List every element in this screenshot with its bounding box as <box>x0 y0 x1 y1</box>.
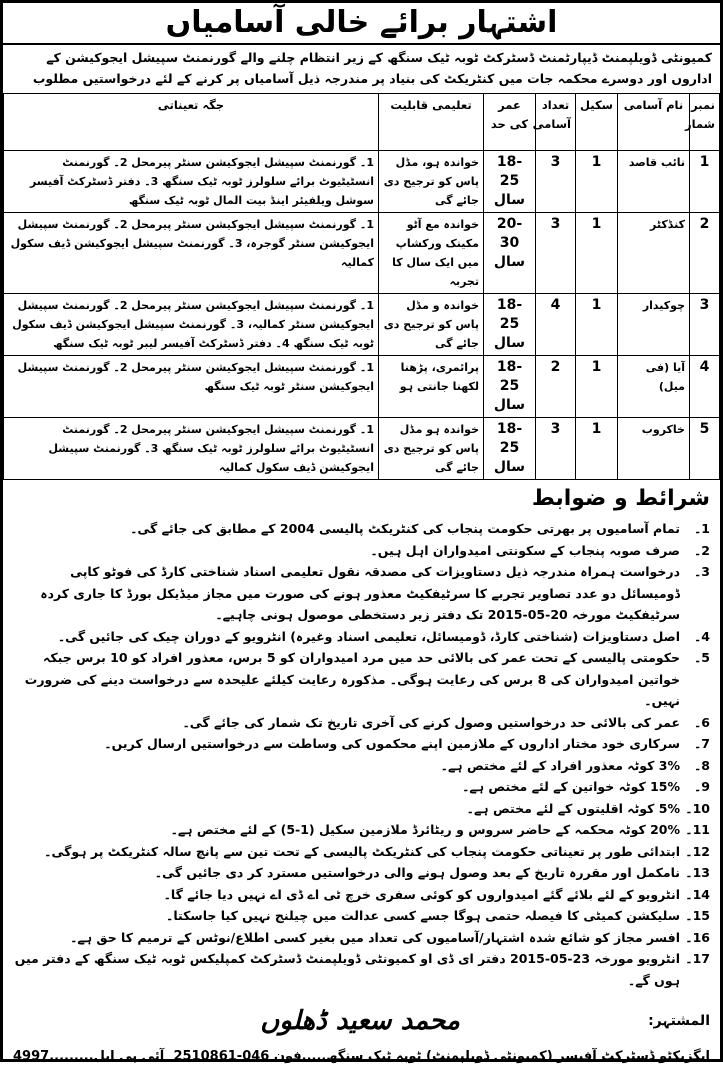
term-item <box>13 884 710 906</box>
term-item <box>13 626 710 648</box>
cell-post-name: کنڈکٹر <box>618 213 690 294</box>
term-number: 12۔ <box>685 843 710 859</box>
cell-serial: 5 <box>690 418 720 480</box>
cell-post-name: چوکیدار <box>618 294 690 356</box>
cell-count: 3 <box>536 213 576 294</box>
term-text: 5% کوٹہ اقلیتوں کے لئے مختص ہے۔ <box>466 800 680 816</box>
cell-scale: 1 <box>576 356 618 418</box>
term-number: 4۔ <box>693 628 710 644</box>
term-text: ابتدائی طور پر تعیناتی حکومت پنجاب کی کنٹریکٹ پالیسی کے تحت تین سے پانچ سالہ کنٹریکٹ پر ہوگی۔ <box>44 843 680 859</box>
table-header-row <box>4 94 720 151</box>
table-row <box>4 294 720 356</box>
term-item <box>13 561 710 626</box>
term-text: 3% کوٹہ معذور افراد کے لئے مختص ہے۔ <box>440 757 680 773</box>
cell-scale: 1 <box>576 151 618 213</box>
cell-qualification: خواندہ و مڈل پاس کو ترجیح دی جائے گی <box>379 294 484 356</box>
ad-title: اشتہار برائے خالی آسامیاں <box>3 3 720 45</box>
term-item <box>13 647 710 712</box>
cell-qualification: پرائمری، پڑھنا لکھنا جانتی ہو <box>379 356 484 418</box>
cell-age: 18-25 سال <box>484 356 536 418</box>
cell-scale: 1 <box>576 213 618 294</box>
term-number: 9۔ <box>693 779 710 794</box>
cell-posting: 1۔ گورنمنٹ سپیشل ایجوکیشن سنٹر پیرمحل 2۔ گورنمنٹ انسٹیٹیوٹ برائے سلولرز ٹوبہ ٹیک سنگھ 3۔ گورنمنٹ سپیشل ایجوکیشن ڈیف سکول کمالیہ <box>4 418 379 480</box>
header-post-name: نام آسامی <box>618 94 690 151</box>
table-row <box>4 213 720 294</box>
ipl-number: آئی پی ایل.........4997 <box>13 1049 165 1064</box>
term-item <box>13 862 710 884</box>
cell-serial: 4 <box>690 356 720 418</box>
advertiser-label: المشتہر: <box>648 1013 710 1029</box>
cell-count: 2 <box>536 356 576 418</box>
term-text: اصل دستاویزات (شناختی کارڈ، ڈومیسائل، تعلیمی اسناد وغیرہ) انٹرویو کے دوران چیک کی جائیں گی۔ <box>57 628 680 644</box>
term-number: 16۔ <box>685 929 710 945</box>
cell-age: 20-30 سال <box>484 213 536 294</box>
cell-serial: 2 <box>690 213 720 294</box>
term-item <box>13 733 710 755</box>
cell-age: 18-25 سال <box>484 151 536 213</box>
term-number: 14۔ <box>685 886 710 902</box>
cell-age: 18-25 سال <box>484 418 536 480</box>
cell-count: 3 <box>536 151 576 213</box>
cell-qualification: خواندہ ہو مڈل پاس کو ترجیح دی جائے گی <box>379 418 484 480</box>
term-text: صرف صوبہ پنجاب کے سکونتی امیدواران اہل ہیں۔ <box>370 542 680 558</box>
header-count: تعداد آسامی <box>536 94 576 151</box>
term-text: سرکاری خود مختار اداروں کے ملازمین اپنے محکموں کی وساطت سے درخواستیں ارسال کریں۔ <box>104 736 680 751</box>
cell-scale: 1 <box>576 294 618 356</box>
term-number: 3۔ <box>693 564 710 579</box>
cell-posting: 1۔ گورنمنٹ سپیشل ایجوکیشن سنٹر پیرمحل 2۔ گورنمنٹ سپیشل ایجوکیشن سنٹر کمالیہ، 3۔ گورنمنٹ سپیشل ایجوکیشن ڈیف سکول ٹوبہ ٹیک سنگھ 4۔ دفتر ڈسٹرکٹ آفیسر لیبر ٹوبہ ٹیک سنگھ <box>4 294 379 356</box>
term-item <box>13 819 710 841</box>
term-text: عمر کی بالائی حد درخواستیں وصول کرنے کی آخری تاریخ تک شمار کی جائے گی۔ <box>182 714 680 730</box>
term-number: 5۔ <box>693 650 710 665</box>
term-number: 13۔ <box>685 865 710 880</box>
term-number: 1۔ <box>693 521 710 536</box>
term-number: 17۔ <box>685 951 710 966</box>
term-text: حکومتی پالیسی کے تحت عمر کی بالائی حد میں مرد امیدواران کو 5 برس، معذور افراد کو 10 برس جبکہ خواتین امیدواران کی 8 برس کی رعایت ہوگی۔ مذکورہ رعایت کیلئے علیحدہ سے درخواست دینے کی ضرورت نہیں۔ <box>24 650 680 708</box>
cell-serial: 3 <box>690 294 720 356</box>
cell-post-name: خاکروب <box>618 418 690 480</box>
term-item <box>13 798 710 820</box>
cell-post-name: آیا (فی میل) <box>618 356 690 418</box>
term-text: تمام آسامیوں پر بھرتی حکومت پنجاب کی کنٹریکٹ پالیسی 2004 کے مطابق کی جائے گی۔ <box>130 521 680 536</box>
cell-serial: 1 <box>690 151 720 213</box>
term-item <box>13 712 710 734</box>
terms-heading: شرائط و ضوابط <box>531 486 710 511</box>
term-item <box>13 905 710 927</box>
term-number: 7۔ <box>693 736 710 751</box>
term-item <box>13 927 710 949</box>
signature: محمد سعید ڈھلوں <box>260 1006 460 1036</box>
signature-row <box>3 999 720 1043</box>
cell-posting: 1۔ گورنمنٹ سپیشل ایجوکیشن سنٹر پیرمحل 2۔ گورنمنٹ سپیشل ایجوکیشن سنٹر ٹوبہ ٹیک سنگھ <box>4 356 379 418</box>
table-row <box>4 356 720 418</box>
cell-age: 18-25 سال <box>484 294 536 356</box>
cell-posting: 1۔ گورنمنٹ سپیشل ایجوکیشن سنٹر پیرمحل 2۔ گورنمنٹ انسٹیٹیوٹ برائے سلولرز ٹوبہ ٹیک سنگھ 3۔ دفتر ڈسٹرکٹ آفیسر سوشل ویلفیئر اینڈ بیت المال ٹوبہ ٹیک سنگھ <box>4 151 379 213</box>
term-number: 11۔ <box>685 822 710 837</box>
cell-posting: 1۔ گورنمنٹ سپیشل ایجوکیشن سنٹر پیرمحل 2۔ گورنمنٹ سپیشل ایجوکیشن سنٹر گوجرہ، 3۔ گورنمنٹ سپیشل ایجوکیشن ڈیف سکول کمالیہ <box>4 213 379 294</box>
term-text: افسر مجاز کو شائع شدہ اشتہار/آسامیوں کی تعداد میں بغیر کسی اطلاع/نوٹس کے ترمیم کا حق ہے۔ <box>70 929 680 945</box>
ad-intro: کمیونٹی ڈویلپمنٹ ڈیپارٹمنٹ ڈسٹرکٹ ٹوبہ ٹیک سنگھ کے زیر انتظام چلنے والے گورنمنٹ سپیشل ایجوکیشن کے اداروں اور دوسرے محکمہ جات میں کنٹریکٹ کی بنیاد پر مندرجہ ذیل آسامیاں پر کرنے کے لئے درخواستیں مطلوب <box>32 50 712 86</box>
term-text: درخواست ہمراہ مندرجہ ذیل دستاویزات کی مصدقہ نقول تعلیمی اسناد شناختی کارڈ کی فوٹو کاپی ڈومیسائل دو عدد تصاویر تجربے کا سرٹیفکیٹ معذور ہونے کی صورت میں مجاز میڈیکل بورڈ کا جاری کردہ سرٹیفکیٹ مورخہ 20-05-2015 تک دفتر زیر دستخطی موصول ہونی چاہیے۔ <box>40 564 680 622</box>
term-item <box>13 540 710 562</box>
terms-and-conditions <box>3 480 720 991</box>
term-item <box>13 776 710 798</box>
term-number: 8۔ <box>693 757 710 773</box>
term-item <box>13 841 710 863</box>
table-row <box>4 151 720 213</box>
term-item <box>13 755 710 777</box>
term-text: انٹرویو مورخہ 23-05-2015 دفتر ای ڈی او کمیونٹی ڈویلپمنٹ ڈسٹرکٹ کمپلیکس ٹوبہ ٹیک سنگھ کے دفتر میں ہوں گے۔ <box>14 951 680 988</box>
table-row <box>4 418 720 480</box>
cell-qualification: خواندہ مع آٹو مکینک ورکشاپ میں ایک سال کا تجربہ <box>379 213 484 294</box>
cell-qualification: خواندہ ہو، مڈل پاس کو ترجیح دی جائے گی <box>379 151 484 213</box>
header-qualification: تعلیمی قابلیت <box>379 94 484 151</box>
term-text: سلیکشن کمیٹی کا فیصلہ حتمی ہوگا جسے کسی عدالت میں چیلنج نہیں کیا جاسکتا۔ <box>166 908 680 923</box>
term-text: 15% کوٹہ خواتین کے لئے مختص ہے۔ <box>462 779 680 794</box>
header-posting: جگہ تعیناتی <box>4 94 379 151</box>
cell-count: 4 <box>536 294 576 356</box>
officer-contact: ایگزیکٹو ڈسٹرکٹ آفیسر (کمیونٹی ڈویلپمنٹ) ٹوبہ ٹیک سنگھ.....فون 046-2510861 <box>173 1049 710 1064</box>
term-number: 10۔ <box>685 800 710 816</box>
header-serial: نمبر شمار <box>690 94 720 151</box>
vacancies-table <box>3 93 720 480</box>
term-item <box>13 518 710 540</box>
footer <box>3 1043 720 1070</box>
term-item <box>13 948 710 991</box>
term-number: 2۔ <box>693 542 710 558</box>
cell-scale: 1 <box>576 418 618 480</box>
term-number: 15۔ <box>685 908 710 923</box>
terms-list <box>13 518 710 991</box>
term-text: انٹرویو کے لئے بلائے گئے امیدواروں کو کوئی سفری خرچ ٹی اے ڈی اے نہیں دیا جائے گا۔ <box>163 886 680 902</box>
term-text: نامکمل اور مقررہ تاریخ کے بعد وصول ہونے والی درخواستیں مسترد کر دی جائیں گی۔ <box>154 865 680 880</box>
term-number: 6۔ <box>693 714 710 730</box>
cell-count: 3 <box>536 418 576 480</box>
term-text: 20% کوٹہ محکمہ کے حاضر سروس و ریٹائرڈ ملازمین سکیل (1-5) کے لئے مختص ہے۔ <box>170 822 680 837</box>
header-scale: سکیل <box>576 94 618 151</box>
header-age: عمر کی حد <box>484 94 536 151</box>
cell-post-name: نائب قاصد <box>618 151 690 213</box>
